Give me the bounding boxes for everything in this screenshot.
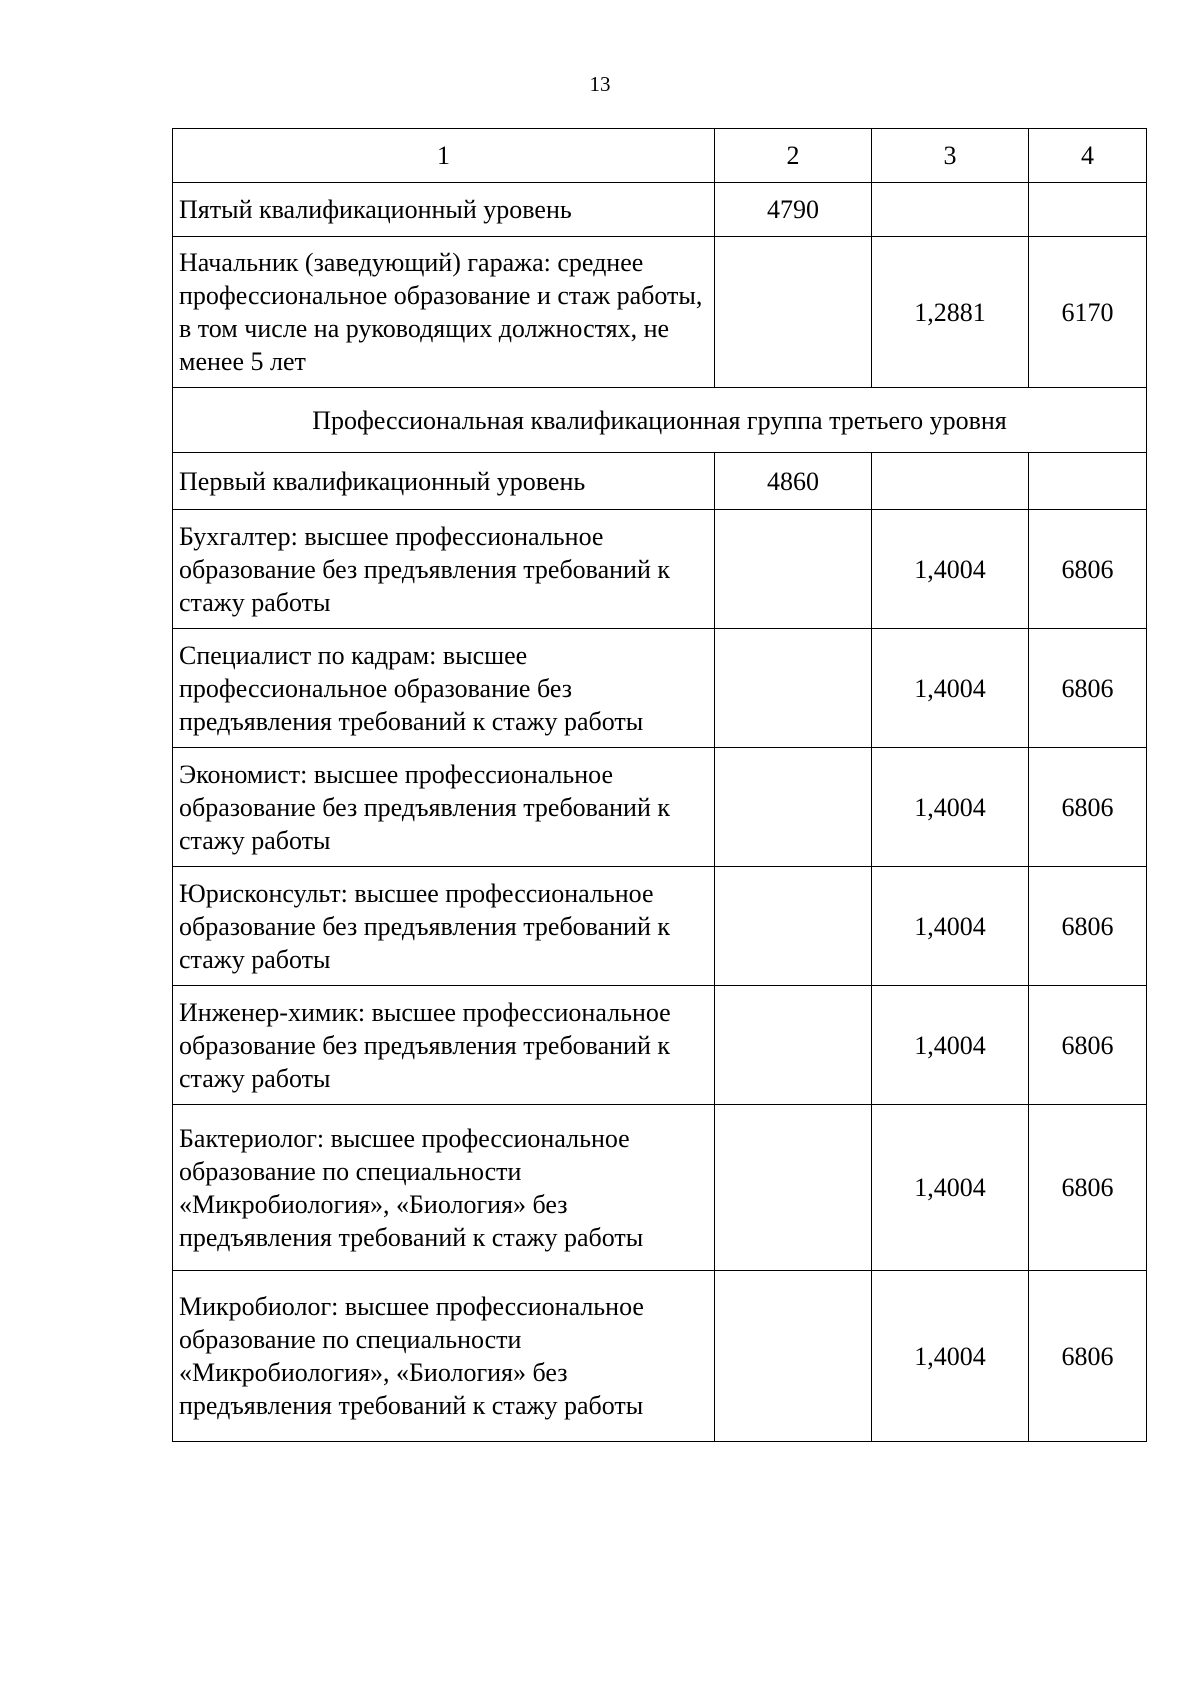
position-description-cell: Инженер-химик: высшее профессиональное образование без предъявления требований к стажу работы xyxy=(173,986,715,1105)
header-col-4: 4 xyxy=(1029,129,1147,183)
coefficient-cell xyxy=(872,453,1029,510)
salary-cell xyxy=(1029,453,1147,510)
salary-cell: 6806 xyxy=(1029,748,1147,867)
coefficient-cell: 1,4004 xyxy=(872,867,1029,986)
salary-cell: 6170 xyxy=(1029,237,1147,388)
qualification-level-cell: Пятый квалификационный уровень xyxy=(173,183,715,237)
position-description-cell: Экономист: высшее профессиональное образование без предъявления требований к стажу работы xyxy=(173,748,715,867)
salary-cell xyxy=(1029,183,1147,237)
group-heading-cell: Профессиональная квалификационная группа третьего уровня xyxy=(173,388,1147,453)
salary-cell: 6806 xyxy=(1029,629,1147,748)
salary-cell: 6806 xyxy=(1029,867,1147,986)
coefficient-cell xyxy=(872,183,1029,237)
base-salary-cell xyxy=(715,986,872,1105)
base-salary-cell xyxy=(715,867,872,986)
base-salary-cell xyxy=(715,1105,872,1271)
table-row xyxy=(173,237,1147,388)
page-number: 13 xyxy=(589,72,611,96)
header-col-2: 2 xyxy=(715,129,872,183)
position-description-cell: Юрисконсульт: высшее профессиональное образование без предъявления требований к стажу работы xyxy=(173,867,715,986)
salary-cell: 6806 xyxy=(1029,1105,1147,1271)
header-col-1: 1 xyxy=(173,129,715,183)
table-row xyxy=(173,986,1147,1105)
qualification-level-cell: Первый квалификационный уровень xyxy=(173,453,715,510)
table-row xyxy=(173,510,1147,629)
table-row xyxy=(173,629,1147,748)
position-description-cell: Начальник (заведующий) гаража: среднее профессиональное образование и стаж работы, в том числе на руководящих должностях, не менее 5 лет xyxy=(173,237,715,388)
coefficient-cell: 1,4004 xyxy=(872,629,1029,748)
salary-cell: 6806 xyxy=(1029,986,1147,1105)
table-row xyxy=(173,1105,1147,1271)
base-salary-cell xyxy=(715,510,872,629)
position-description-cell: Специалист по кадрам: высшее профессиональное образование без предъявления требований к стажу работы xyxy=(173,629,715,748)
base-salary-cell xyxy=(715,629,872,748)
position-description-cell: Бухгалтер: высшее профессиональное образование без предъявления требований к стажу работы xyxy=(173,510,715,629)
table-row xyxy=(173,183,1147,237)
coefficient-cell: 1,4004 xyxy=(872,510,1029,629)
table-row xyxy=(173,1271,1147,1442)
table-row xyxy=(173,867,1147,986)
coefficient-cell: 1,4004 xyxy=(872,748,1029,867)
position-description-cell: Микробиолог: высшее профессиональное образование по специальности «Микробиология», «Биология» без предъявления требований к стажу работы xyxy=(173,1271,715,1442)
coefficient-cell: 1,4004 xyxy=(872,1271,1029,1442)
coefficient-cell: 1,2881 xyxy=(872,237,1029,388)
header-col-3: 3 xyxy=(872,129,1029,183)
base-salary-cell xyxy=(715,1271,872,1442)
coefficient-cell: 1,4004 xyxy=(872,986,1029,1105)
table-header-row xyxy=(173,129,1147,183)
coefficient-cell: 1,4004 xyxy=(872,1105,1029,1271)
group-heading-row xyxy=(173,388,1147,453)
table-row xyxy=(173,453,1147,510)
salary-cell: 6806 xyxy=(1029,1271,1147,1442)
salary-table xyxy=(172,128,1147,1442)
base-salary-cell xyxy=(715,237,872,388)
base-salary-cell xyxy=(715,748,872,867)
base-salary-cell: 4860 xyxy=(715,453,872,510)
base-salary-cell: 4790 xyxy=(715,183,872,237)
salary-cell: 6806 xyxy=(1029,510,1147,629)
position-description-cell: Бактериолог: высшее профессиональное образование по специальности «Микробиология», «Биология» без предъявления требований к стажу работы xyxy=(173,1105,715,1271)
table-row xyxy=(173,748,1147,867)
